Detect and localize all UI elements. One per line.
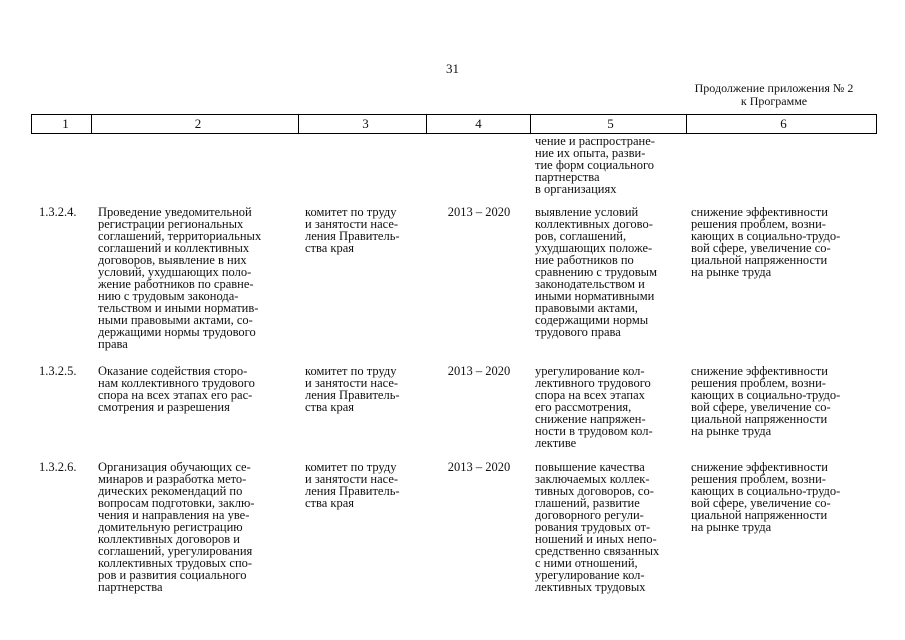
- effect-cell: снижение эффективности решения проблем, возни- кающих в социально-трудо- вой сфере, увеличение со- циальной напряженности на рынке труда: [691, 205, 841, 279]
- executor-cell: комитет по труду и занятости насе- ления Правитель- ства края: [305, 205, 400, 255]
- appendix-line-2: к Программе: [740, 94, 808, 108]
- result-cell: повышение качества заключаемых коллек- тивных договоров, со- глашений, развитие договорного регули- рования трудовых от- ношений и иных непо- средственно связанных с ними отношений, урегулирование кол- лективных трудовых: [535, 460, 660, 594]
- activity-cell: Проведение уведомительной регистрации региональных соглашений, территориальных соглашений и коллективных договоров, выявление в них условий, ухудшающих поло- жение работников по сравне- нию с трудовым законода- тельством и иными норматив- ными правовыми актами, со- держащими нормы трудового права: [98, 205, 262, 351]
- result-cell: чение и распростране- ние их опыта, разви- тие форм социального партнерства в организациях: [535, 134, 655, 196]
- table-row: [31, 365, 877, 449]
- header-col-3: 3: [299, 115, 427, 133]
- effect-cell: снижение эффективности решения проблем, возни- кающих в социально-трудо- вой сфере, увеличение со- циальной напряженности на рынке труда: [691, 364, 841, 438]
- activity-cell: Организация обучающих се- минаров и разработка мето- дических рекомендаций по вопросам подготовки, заклю- чения и направления на уве- домительную регистрацию коллективных договоров и соглашений, урегулирования коллективных трудовых спо- ров и развития социального партнерства: [98, 460, 255, 594]
- header-col-2: 2: [92, 115, 299, 133]
- header-col-5: 5: [531, 115, 687, 133]
- table-row: [31, 206, 877, 350]
- page-number: 31: [446, 61, 459, 76]
- code-cell: 1.3.2.4.: [39, 205, 77, 219]
- result-cell: выявление условий коллективных догово- ров, соглашений, ухудшающих положе- ние работников по сравнению с трудовым законодательством и иными нормативными правовыми актами, содержащими нормы трудового права: [535, 205, 657, 339]
- header-col-6: 6: [687, 115, 877, 133]
- result-cell: урегулирование кол- лективного трудового спора на всех этапах его рассмотрения, снижение напряжен- ности в трудовом кол- лективе: [535, 364, 653, 450]
- table-row-continuation: [31, 135, 877, 195]
- period-cell: 2013 – 2020: [447, 364, 511, 378]
- period-cell: 2013 – 2020: [447, 205, 511, 219]
- appendix-line-1: Продолжение приложения № 2: [694, 81, 854, 95]
- effect-cell: снижение эффективности решения проблем, возни- кающих в социально-трудо- вой сфере, увеличение со- циальной напряженности на рынке труда: [691, 460, 841, 534]
- executor-cell: комитет по труду и занятости насе- ления Правитель- ства края: [305, 460, 400, 510]
- period-cell: 2013 – 2020: [447, 460, 511, 474]
- appendix-caption: [674, 82, 874, 108]
- code-cell: 1.3.2.5.: [39, 364, 77, 378]
- table-header-row: [31, 114, 877, 134]
- header-col-1: 1: [31, 115, 92, 133]
- header-col-4: 4: [427, 115, 531, 133]
- table-row: [31, 461, 877, 593]
- code-cell: 1.3.2.6.: [39, 460, 77, 474]
- activity-cell: Оказание содействия сторо- нам коллективного трудового спора на всех этапах его рас- смотрения и разрешения: [98, 364, 255, 414]
- executor-cell: комитет по труду и занятости насе- ления Правитель- ства края: [305, 364, 400, 414]
